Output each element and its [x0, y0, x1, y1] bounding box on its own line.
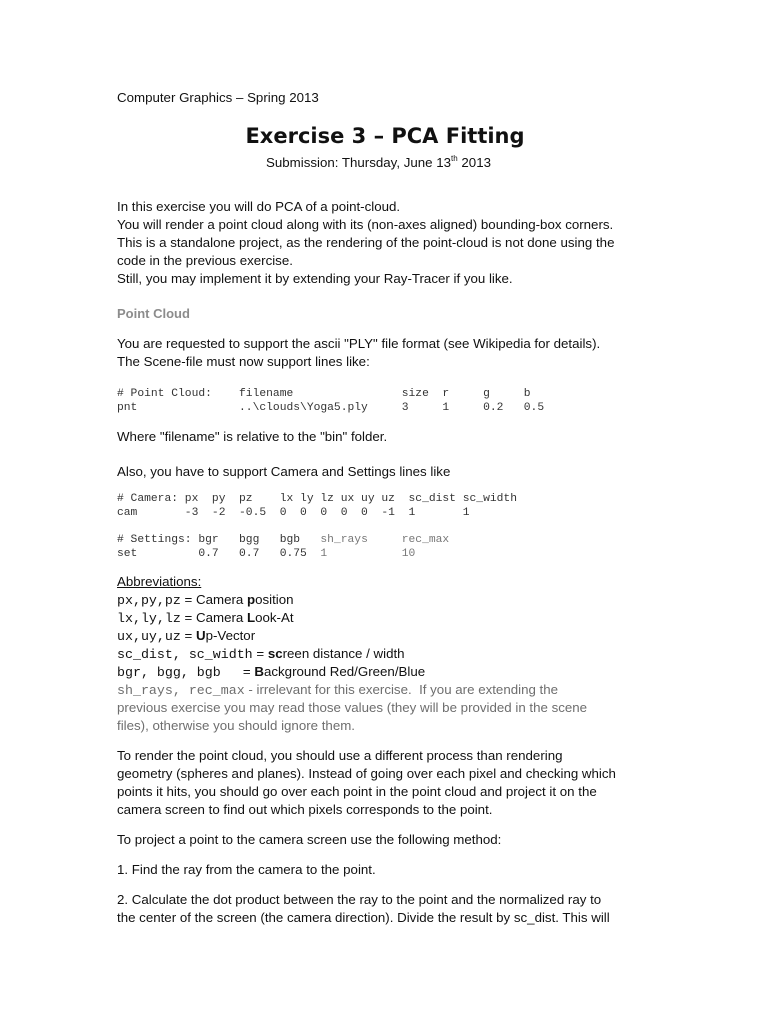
abbrev-code: px,py,pz	[117, 593, 181, 608]
ply-line: The Scene-file must now support lines like:	[117, 354, 370, 369]
abbrev-bold: B	[254, 664, 264, 679]
abbrev-bold: L	[246, 610, 256, 625]
ply-line: You are requested to support the ascii "PLY" file format (see Wikipedia for details).	[117, 336, 601, 351]
abbrev-code: sc_dist, sc_width	[117, 647, 253, 662]
abbrev-code: bgr, bgg, bgb	[117, 665, 221, 680]
irrelevant-line: previous exercise you may read those values (they will be provided in the scene	[117, 700, 588, 715]
step-1: 1. Find the ray from the camera to the point.	[117, 862, 376, 877]
code-segment-grey: 1 10	[320, 548, 416, 560]
irrelevant-note	[117, 681, 587, 699]
abbrev-bold: U	[196, 628, 206, 643]
render-line: camera screen to find out which pixels corresponds to the point.	[117, 802, 493, 817]
code-segment: # Settings: bgr bgg bgb	[117, 534, 321, 546]
filename-note: Where "filename" is relative to the "bin" folder.	[117, 429, 388, 444]
intro-line: Still, you may implement it by extending your Ray-Tracer if you like.	[117, 271, 513, 286]
code-block-camera	[117, 492, 517, 520]
submission-date	[266, 150, 491, 172]
abbrev-item	[117, 663, 587, 681]
submission-prefix: Submission: Thursday, June 13	[266, 155, 452, 170]
render-line: geometry (spheres and planes). Instead of going over each pixel and checking which	[117, 766, 616, 781]
abbreviations-heading-text: Abbreviations:	[117, 574, 202, 589]
abbrev-item	[117, 627, 587, 645]
irrelevant-line-row	[117, 717, 587, 735]
abbrev-rest: reen distance / width	[282, 646, 405, 661]
code-line: # Point Cloud: filename size r g b	[117, 388, 531, 400]
abbrev-bold: p	[246, 592, 256, 607]
abbrev-rest: ook-At	[255, 610, 294, 625]
code-line-settings-values	[117, 547, 449, 561]
abbrev-item	[117, 609, 587, 627]
render-line: To render the point cloud, you should use a different process than rendering	[117, 748, 563, 763]
code-line-settings-header	[117, 533, 449, 547]
intro-line: You will render a point cloud along with its (non-axes aligned) bounding-box corners.	[117, 217, 614, 232]
section-heading-point-cloud: Point Cloud	[117, 306, 190, 321]
code-block-point-cloud	[117, 387, 544, 415]
abbrev-code: lx,ly,lz	[117, 611, 181, 626]
code-line: pnt ..\clouds\Yoga5.ply 3 1 0.2 0.5	[117, 402, 545, 414]
render-line: points it hits, you should go over each point in the point cloud and project it on the	[117, 784, 597, 799]
abbreviations-list	[117, 591, 587, 735]
abbrev-eq: =	[180, 628, 196, 643]
intro-line: code in the previous exercise.	[117, 253, 293, 268]
step-2	[117, 891, 662, 927]
abbrev-eq: = Camera	[180, 592, 247, 607]
irrelevant-line-row	[117, 699, 587, 717]
code-block-settings	[117, 533, 449, 561]
abbrev-code: ux,uy,uz	[117, 629, 181, 644]
abbrev-rest: osition	[255, 592, 294, 607]
abbrev-rest: ackground Red/Green/Blue	[263, 664, 426, 679]
intro-line: In this exercise you will do PCA of a point-cloud.	[117, 199, 401, 214]
code-segment-grey: sh_rays rec_max	[320, 534, 450, 546]
step-2-line: 2. Calculate the dot product between the ray to the point and the normalized ray to	[117, 892, 602, 907]
step-2-line: the center of the screen (the camera direction). Divide the result by sc_dist. This will	[117, 910, 610, 925]
code-line: cam -3 -2 -0.5 0 0 0 0 0 -1 1 1	[117, 507, 470, 519]
abbrev-eq: =	[252, 646, 268, 661]
abbrev-rest: p-Vector	[205, 628, 256, 643]
code-segment: set 0.7 0.7 0.75	[117, 548, 321, 560]
ply-paragraph	[117, 335, 662, 371]
abbrev-eq: =	[220, 664, 255, 679]
render-paragraph	[117, 747, 662, 819]
intro-paragraph	[117, 198, 662, 288]
abbrev-item	[117, 591, 587, 609]
irrelevant-code: sh_rays, rec_max	[117, 683, 245, 698]
page-title-text: Exercise 3 – PCA Fitting	[245, 124, 525, 148]
project-intro: To project a point to the camera screen use the following method:	[117, 832, 502, 847]
abbrev-eq: = Camera	[180, 610, 247, 625]
abbrev-item	[117, 645, 587, 663]
page-title	[0, 124, 770, 148]
course-header: Computer Graphics – Spring 2013	[117, 90, 319, 105]
submission-sup: th	[451, 154, 458, 163]
abbreviations-heading	[117, 573, 201, 591]
code-line: # Camera: px py pz lx ly lz ux uy uz sc_dist sc_width	[117, 493, 517, 505]
camera-intro: Also, you have to support Camera and Settings lines like	[117, 464, 451, 479]
irrelevant-line: - irrelevant for this exercise. If you are extending the	[244, 682, 559, 697]
intro-line: This is a standalone project, as the rendering of the point-cloud is not done using the	[117, 235, 615, 250]
irrelevant-line: files), otherwise you should ignore them.	[117, 718, 355, 733]
abbrev-bold: sc	[267, 646, 283, 661]
submission-suffix: 2013	[457, 155, 491, 170]
